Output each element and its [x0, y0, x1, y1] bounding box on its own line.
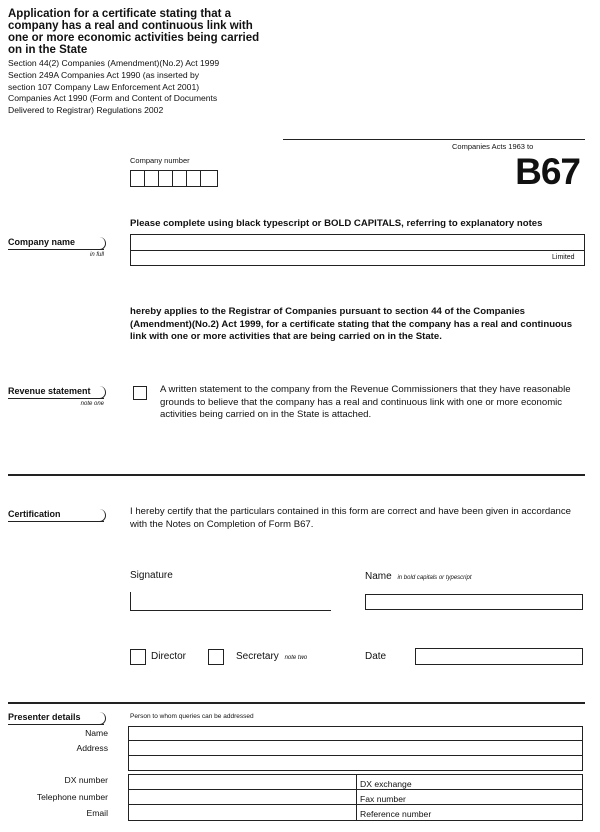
section-divider [8, 702, 585, 704]
presenter-address-label: Address [76, 743, 108, 753]
presenter-details-tag: Presenter details [8, 711, 104, 725]
company-name-field-line1[interactable] [130, 234, 585, 251]
signature-label: Signature [130, 570, 173, 581]
presenter-name-label: Name [85, 728, 108, 738]
presenter-name-field[interactable] [128, 726, 583, 741]
limited-suffix: Limited [552, 254, 575, 261]
digit-box[interactable] [201, 171, 217, 186]
presenter-email-field[interactable] [128, 804, 357, 821]
presenter-email-label: Email [86, 808, 108, 818]
completion-instructions: Please complete using black typescript or BOLD CAPITALS, referring to explanatory notes [130, 218, 543, 229]
digit-box[interactable] [131, 171, 145, 186]
header-divider [283, 139, 585, 140]
form-code: B67 [515, 151, 580, 192]
presenter-telephone-label: Telephone number [36, 792, 108, 802]
company-name-tag: Company name [8, 236, 104, 250]
company-name-note: in full [89, 252, 104, 258]
revenue-statement-checkbox[interactable] [133, 386, 147, 400]
name-field[interactable] [365, 594, 583, 610]
dx-exchange-label: DX exchange [360, 779, 412, 789]
revenue-statement-note: note one [80, 401, 104, 407]
revenue-statement-tag: Revenue statement [8, 385, 104, 399]
presenter-dx-number-field[interactable] [128, 774, 357, 790]
date-label: Date [365, 651, 387, 662]
digit-box[interactable] [145, 171, 159, 186]
digit-box[interactable] [159, 171, 173, 186]
certification-tag: Certification [8, 508, 104, 522]
reference-line: Section 44(2) Companies (Amendment)(No.2) Act 1999 [8, 58, 220, 68]
date-field[interactable] [415, 648, 583, 665]
presenter-address-field-line1[interactable] [128, 740, 583, 756]
name-label-text: Name [365, 571, 392, 582]
secretary-checkbox[interactable] [208, 649, 224, 665]
legal-references [8, 58, 278, 117]
reference-number-label: Reference number [360, 809, 432, 819]
digit-box[interactable] [173, 171, 187, 186]
reference-line: section 107 Company Law Enforcement Act 2001) [8, 81, 200, 92]
director-label: Director [151, 651, 187, 662]
revenue-statement-text: A written statement to the company from the Revenue Commissioners that they have reasonable grounds to believe that the company has a real and continuous link with one or more economic activities being carried on in the State is attached. [160, 384, 571, 420]
secretary-label [236, 651, 307, 662]
presenter-address-field-line2[interactable] [128, 755, 583, 771]
director-checkbox[interactable] [130, 649, 146, 665]
reference-line: Companies Act 1990 (Form and Content of Documents [8, 93, 218, 104]
acts-label: Companies Acts 1963 to [452, 142, 534, 151]
secretary-note: note two [284, 655, 308, 661]
signature-field[interactable] [130, 592, 331, 611]
name-label [365, 571, 472, 582]
reference-line: Delivered to Registrar) Regulations 2002 [8, 105, 164, 116]
certification-text: I hereby certify that the particulars contained in this form are correct and have been given in accordance with the Notes on Completion of Form B67. [130, 506, 572, 530]
company-name-field-line2[interactable] [130, 250, 585, 266]
presenter-dx-number-label: DX number [64, 775, 108, 785]
fax-number-label: Fax number [360, 794, 406, 804]
application-statement: hereby applies to the Registrar of Companies pursuant to section 44 of the Companies (Amendment)(No.2) Act 1999, for a certificate stating that the company has a real and continuous link with one or more activities that are being carried on in the State. [130, 306, 573, 342]
secretary-label-text: Secretary [236, 651, 279, 662]
form-title: Application for a certificate stating that a company has a real and continuous link with one or more economic activities being carried on in the State [8, 8, 260, 56]
company-number-input[interactable] [130, 170, 218, 187]
company-number-label: Company number [130, 156, 190, 165]
name-hint: in bold capitals or typescript [397, 575, 472, 581]
presenter-telephone-field[interactable] [128, 789, 357, 805]
digit-box[interactable] [187, 171, 201, 186]
reference-line: Section 249A Companies Act 1990 (as inserted by [8, 69, 200, 80]
queries-note: Person to whom queries can be addressed [130, 713, 254, 720]
section-divider [8, 474, 585, 476]
